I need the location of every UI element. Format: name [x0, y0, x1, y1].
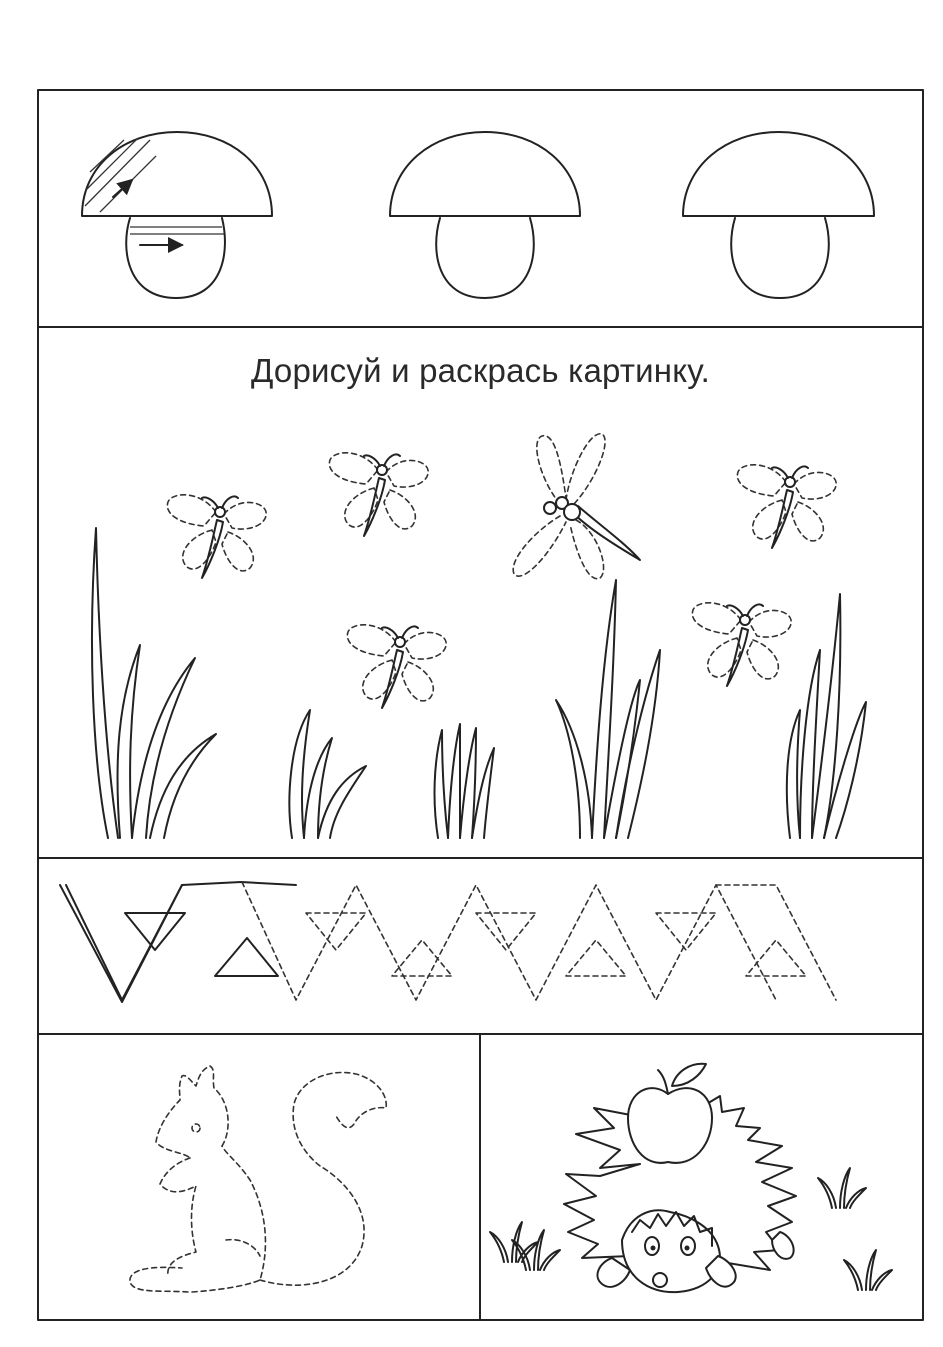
butterfly-dashed-icon — [692, 603, 791, 686]
zigzag-panel — [38, 858, 923, 1034]
butterfly-dashed-icon — [737, 465, 836, 548]
apple-icon — [628, 1064, 712, 1163]
instruction-text: Дорисуй и раскрась картинку. — [251, 352, 710, 389]
mushroom-outline-icon — [683, 132, 874, 298]
dragonfly-dashed-icon — [513, 434, 640, 579]
mushroom-outline-icon — [390, 132, 580, 298]
butterfly-dashed-icon — [329, 453, 428, 536]
zigzag-dashed-icon — [60, 882, 806, 1002]
butterfly-dashed-icon — [167, 495, 266, 578]
butterfly-dashed-icon — [347, 625, 446, 708]
squirrel-dashed-icon — [130, 1066, 386, 1292]
mushroom-hatched-icon — [82, 132, 272, 298]
triangle-icon — [716, 885, 836, 1000]
grass-icon — [92, 528, 866, 838]
